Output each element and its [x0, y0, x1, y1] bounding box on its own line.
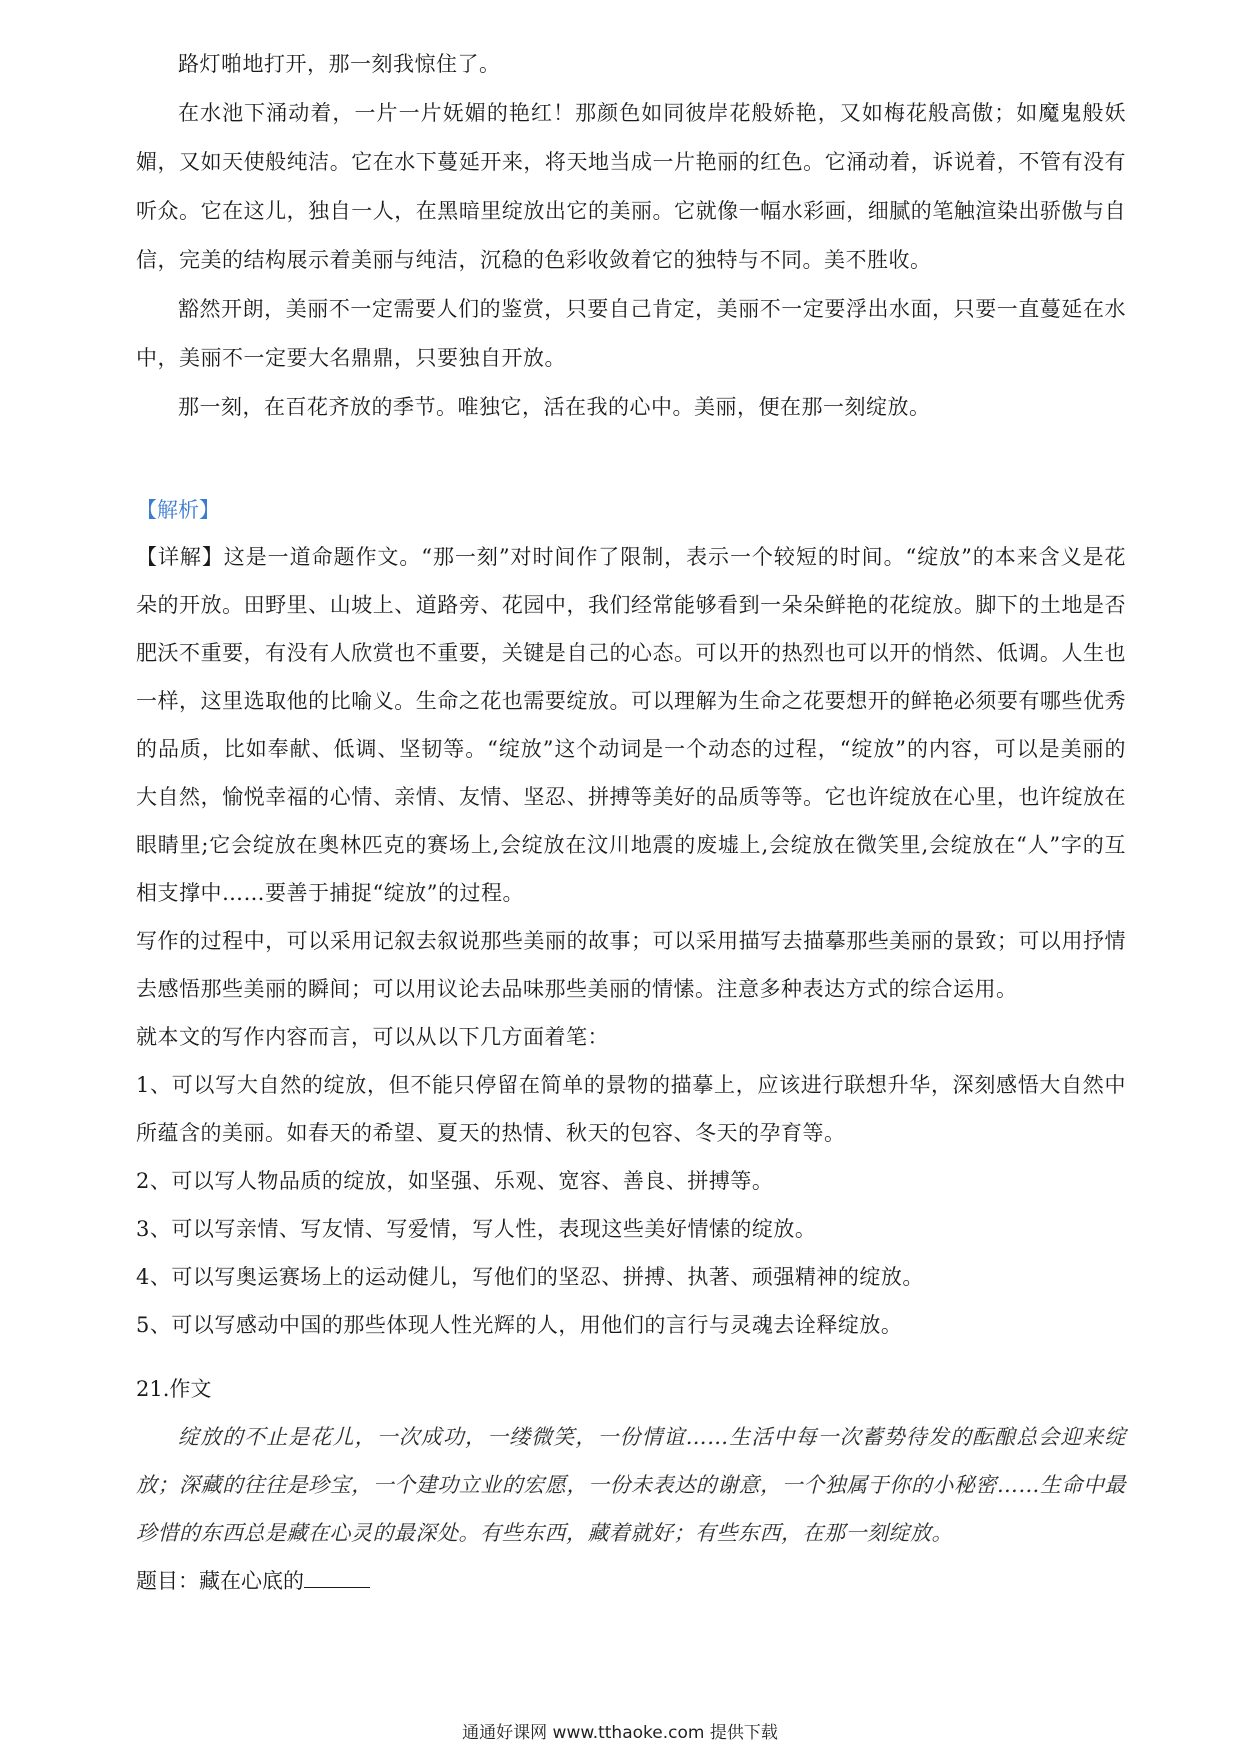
analysis-list-item: 2、可以写人物品质的绽放，如坚强、乐观、宽容、善良、拼搏等。	[136, 1169, 774, 1193]
essay-paragraph: 在水池下涌动着，一片一片妩媚的艳红！那颜色如同彼岸花般娇艳，又如梅花般高傲；如魔鬼般妖媚，又如天使般纯洁。它在水下蔓延开来，将天地当成一片艳丽的红色。它涌动着，诉说着，不管有没有听众。它在这儿，独自一人，在黑暗里绽放出它的美丽。它就像一幅水彩画，细腻的笔触渲染出骄傲与自信，完美的结构展示着美丽与纯洁，沉稳的色彩收敛着它的独特与不同。美不胜收。	[136, 101, 1126, 272]
analysis-list-item: 1、可以写大自然的绽放，但不能只停留在简单的景物的描摹上，应该进行联想升华，深刻感悟大自然中所蕴含的美丽。如春天的希望、夏天的热情、秋天的包容、冬天的孕育等。	[136, 1073, 1126, 1145]
analysis-list-item: 3、可以写亲情、写友情、写爱情，写人性，表现这些美好情愫的绽放。	[136, 1217, 817, 1241]
essay-paragraph: 路灯啪地打开，那一刻我惊住了。	[178, 52, 501, 76]
analysis-section	[136, 488, 1126, 1349]
essay-title-line	[136, 1557, 1126, 1605]
essay-title-label: 题目：藏在心底的	[136, 1569, 304, 1593]
analysis-paragraph: 就本文的写作内容而言，可以从以下几方面着笔：	[136, 1025, 609, 1049]
page-footer: 通通好课网 www.tthaoke.com 提供下载	[462, 1723, 778, 1743]
analysis-list-item: 4、可以写奥运赛场上的运动健儿，写他们的坚忍、拼搏、执著、顽强精神的绽放。	[136, 1265, 924, 1289]
analysis-paragraph: 写作的过程中，可以采用记叙去叙说那些美丽的故事；可以采用描写去描摹那些美丽的景致；可以用抒情去感悟那些美丽的瞬间；可以用议论去品味那些美丽的情愫。注意多种表达方式的综合运用。	[136, 929, 1126, 1001]
analysis-heading: 【解析】	[136, 498, 220, 522]
essay-paragraph: 那一刻，在百花齐放的季节。唯独它，活在我的心中。美丽，便在那一刻绽放。	[178, 395, 931, 419]
question-21	[136, 1365, 1126, 1605]
title-blank	[304, 1567, 370, 1588]
sample-essay	[136, 40, 1126, 432]
question-number: 21.作文	[136, 1377, 212, 1401]
question-prompt: 绽放的不止是花儿，一次成功，一缕微笑，一份情谊……生活中每一次蓄势待发的酝酿总会迎来绽放；深藏的往往是珍宝，一个建功立业的宏愿，一份未表达的谢意，一个独属于你的小秘密……生命中最珍惜的东西总是藏在心灵的最深处。有些东西，藏着就好；有些东西，在那一刻绽放。	[136, 1425, 1126, 1545]
essay-paragraph: 豁然开朗，美丽不一定需要人们的鉴赏，只要自己肯定，美丽不一定要浮出水面，只要一直蔓延在水中，美丽不一定要大名鼎鼎，只要独自开放。	[136, 297, 1126, 370]
analysis-list-item: 5、可以写感动中国的那些体现人性光辉的人，用他们的言行与灵魂去诠释绽放。	[136, 1313, 903, 1337]
analysis-paragraph: 【详解】这是一道命题作文。“那一刻”对时间作了限制，表示一个较短的时间。“绽放”的本来含义是花朵的开放。田野里、山坡上、道路旁、花园中，我们经常能够看到一朵朵鲜艳的花绽放。脚下的土地是否肥沃不重要，有没有人欣赏也不重要，关键是自己的心态。可以开的热烈也可以开的悄然、低调。人生也一样，这里选取他的比喻义。生命之花也需要绽放。可以理解为生命之花要想开的鲜艳必须要有哪些优秀的品质，比如奉献、低调、坚韧等。“绽放”这个动词是一个动态的过程，“绽放”的内容，可以是美丽的大自然，愉悦幸福的心情、亲情、友情、坚忍、拼搏等美好的品质等等。它也许绽放在心里，也许绽放在眼睛里;它会绽放在奥林匹克的赛场上,会绽放在汶川地震的废墟上,会绽放在微笑里,会绽放在“人”字的互相支撑中……要善于捕捉“绽放”的过程。	[136, 545, 1126, 905]
